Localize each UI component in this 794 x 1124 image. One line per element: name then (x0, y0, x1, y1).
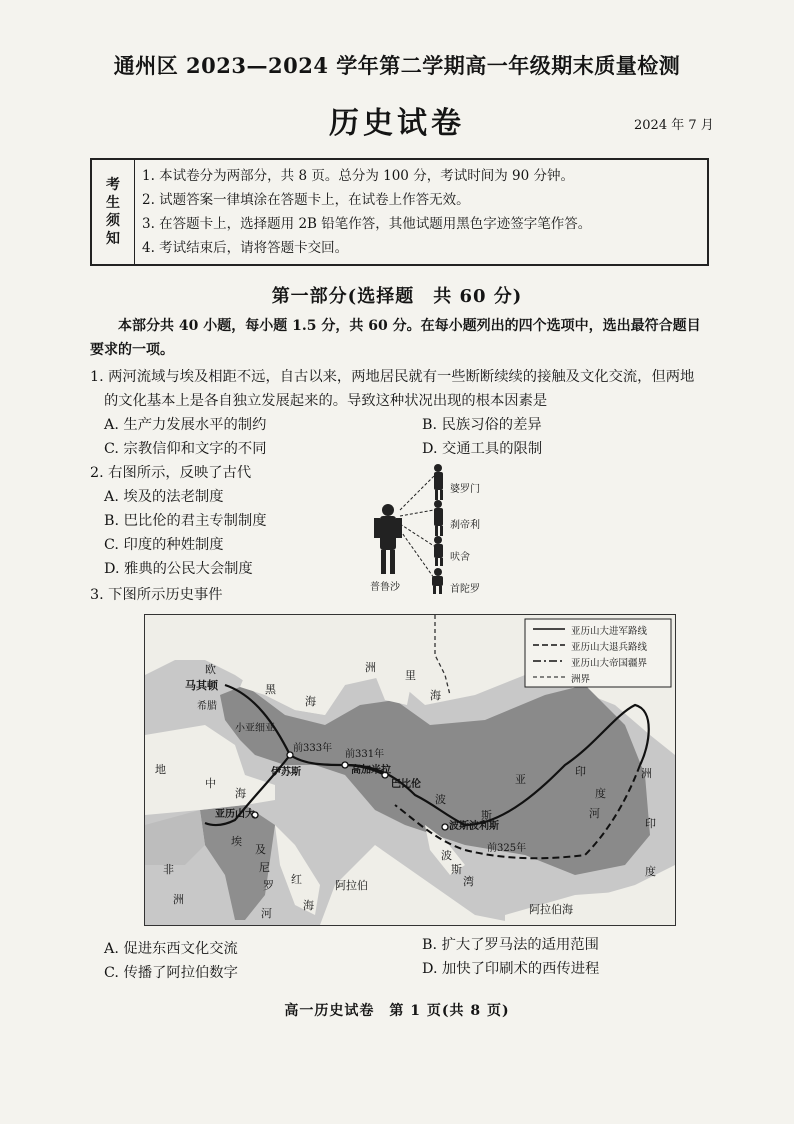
map-label: 罗 (263, 879, 274, 892)
notice-items (142, 164, 591, 260)
question-2-option-d: D. 雅典的公民大会制度 (104, 561, 253, 577)
part-one-intro: 本部分共 40 小题，每小题 1.5 分，共 60 分。在每小题列出的四个选项中，选出最符合题目 (118, 318, 701, 334)
alexander-campaign-map (144, 614, 676, 926)
legend-advance: 亚历山大进军路线 (571, 626, 648, 637)
map-label-325bc: 前325年 (487, 843, 527, 854)
map-label-babylon: 巴比伦 (391, 779, 421, 790)
page-footer: 高一历史试卷 第 1 页(共 8 页) (284, 1003, 510, 1019)
legend-empire-border: 亚历山大帝国疆界 (571, 658, 648, 669)
legend-continent-border: 洲界 (571, 674, 591, 685)
map-label: 埃 (231, 835, 242, 848)
caste-label-shudra: 首陀罗 (450, 584, 480, 595)
map-label: 亚 (515, 773, 526, 786)
map-label: 河 (261, 907, 272, 920)
part-one-title: 第一部分(选择题 共 60 分) (271, 286, 523, 307)
map-label: 斯 (451, 863, 462, 876)
map-label: 印 (575, 765, 586, 778)
notice-label-char: 生 (106, 195, 120, 211)
question-3-option-c: C. 传播了阿拉伯数字 (104, 965, 238, 981)
map-label-gaugamela: 高加米拉 (351, 765, 391, 776)
question-1-stem: 1. 两河流域与埃及相距不远，自古以来，两地居民就有一些断断续续的接触及文化交流，但两地 (90, 369, 695, 385)
question-3-option-d: D. 加快了印刷术的西传进程 (422, 961, 600, 977)
map-label-issus: 伊苏斯 (271, 767, 301, 778)
caste-label-kshatriya: 刹帝利 (450, 520, 480, 531)
caste-label-brahmin: 婆罗门 (450, 484, 480, 495)
question-3-option-b: B. 扩大了罗马法的适用范围 (422, 937, 599, 953)
map-label: 波 (441, 849, 452, 862)
map-label: 地 (155, 763, 166, 776)
map-label: 海 (303, 899, 314, 912)
map-label: 红 (291, 873, 302, 886)
exam-date: 2024 年 7 月 (634, 118, 714, 133)
question-3-option-a: A. 促进东西文化交流 (104, 941, 238, 957)
map-label: 洲 (173, 893, 184, 906)
map-label: 及 (255, 843, 266, 856)
map-label: 斯 (481, 809, 492, 822)
notice-item: 4. 考试结束后，请将答题卡交回。 (142, 240, 349, 256)
map-label: 非 (163, 863, 174, 876)
map-label: 海 (430, 689, 441, 702)
map-label-persepolis: 波斯波利斯 (449, 821, 499, 832)
notice-label-char: 须 (106, 213, 120, 229)
question-1-option-c: C. 宗教信仰和文字的不同 (104, 441, 267, 457)
map-label-macedonia: 马其顿 (185, 679, 218, 692)
question-1-option-a: A. 生产力发展水平的制约 (104, 417, 267, 433)
map-label-333bc: 前333年 (293, 743, 333, 754)
subject-title: 历史试卷 (329, 106, 465, 141)
candidate-notice-box (90, 158, 709, 266)
caste-label-vaishya: 吠舍 (450, 552, 470, 563)
notice-item: 2. 试题答案一律填涂在答题卡上，在试卷上作答无效。 (142, 192, 470, 208)
map-label-arabian-sea: 阿拉伯海 (529, 903, 573, 916)
part-one-intro-cont: 要求的一项。 (90, 342, 174, 358)
map-label-alexandria: 亚历山大 (215, 809, 255, 820)
caste-label-purusha: 普鲁沙 (370, 582, 400, 593)
map-label: 印 (645, 817, 656, 830)
map-label: 度 (595, 787, 606, 800)
notice-item: 1. 本试卷分为两部分，共 8 页。总分为 100 分，考试时间为 90 分钟。 (142, 168, 574, 184)
exam-title: 通州区 2023—2024 学年第二学期高一年级期末质量检测 (113, 53, 681, 78)
map-label-asia-minor: 小亚细亚 (235, 723, 275, 734)
map-label-greece: 希腊 (197, 701, 217, 712)
map-label: 洲 (641, 767, 652, 780)
map-label: 黑 (265, 683, 276, 696)
map-label: 度 (645, 865, 656, 878)
map-label-331bc: 前331年 (345, 749, 385, 760)
legend-retreat: 亚历山大退兵路线 (571, 642, 648, 653)
map-label: 欧 (205, 663, 216, 676)
question-2-option-c: C. 印度的种姓制度 (104, 537, 224, 553)
question-2-option-a: A. 埃及的法老制度 (104, 489, 224, 505)
map-label: 海 (235, 787, 246, 800)
notice-item: 3. 在答题卡上，选择题用 2B 铅笔作答，其他试题用黑色字迹签字笔作答。 (142, 216, 592, 232)
question-2-stem: 2. 右图所示，反映了古代 (90, 465, 252, 481)
map-label: 里 (405, 669, 416, 682)
question-2-option-b: B. 巴比伦的君主专制制度 (104, 513, 267, 529)
map-label: 洲 (365, 661, 376, 674)
question-1-option-d: D. 交通工具的限制 (422, 441, 543, 457)
map-label: 尼 (259, 861, 270, 874)
question-3-stem: 3. 下图所示历史事件 (90, 587, 223, 603)
notice-label-char: 考 (106, 177, 120, 193)
question-1-option-b: B. 民族习俗的差异 (422, 417, 542, 433)
map-label: 湾 (463, 875, 474, 888)
notice-label (92, 160, 135, 264)
map-label: 海 (305, 695, 316, 708)
map-label: 波 (435, 793, 446, 806)
map-label-arabia: 阿拉伯 (335, 879, 368, 892)
map-label: 中 (205, 777, 216, 790)
question-1-stem-cont: 的文化基本上是各自独立发展起来的。导致这种状况出现的根本因素是 (104, 393, 548, 409)
map-label: 河 (589, 807, 600, 820)
notice-label-char: 知 (106, 231, 120, 247)
